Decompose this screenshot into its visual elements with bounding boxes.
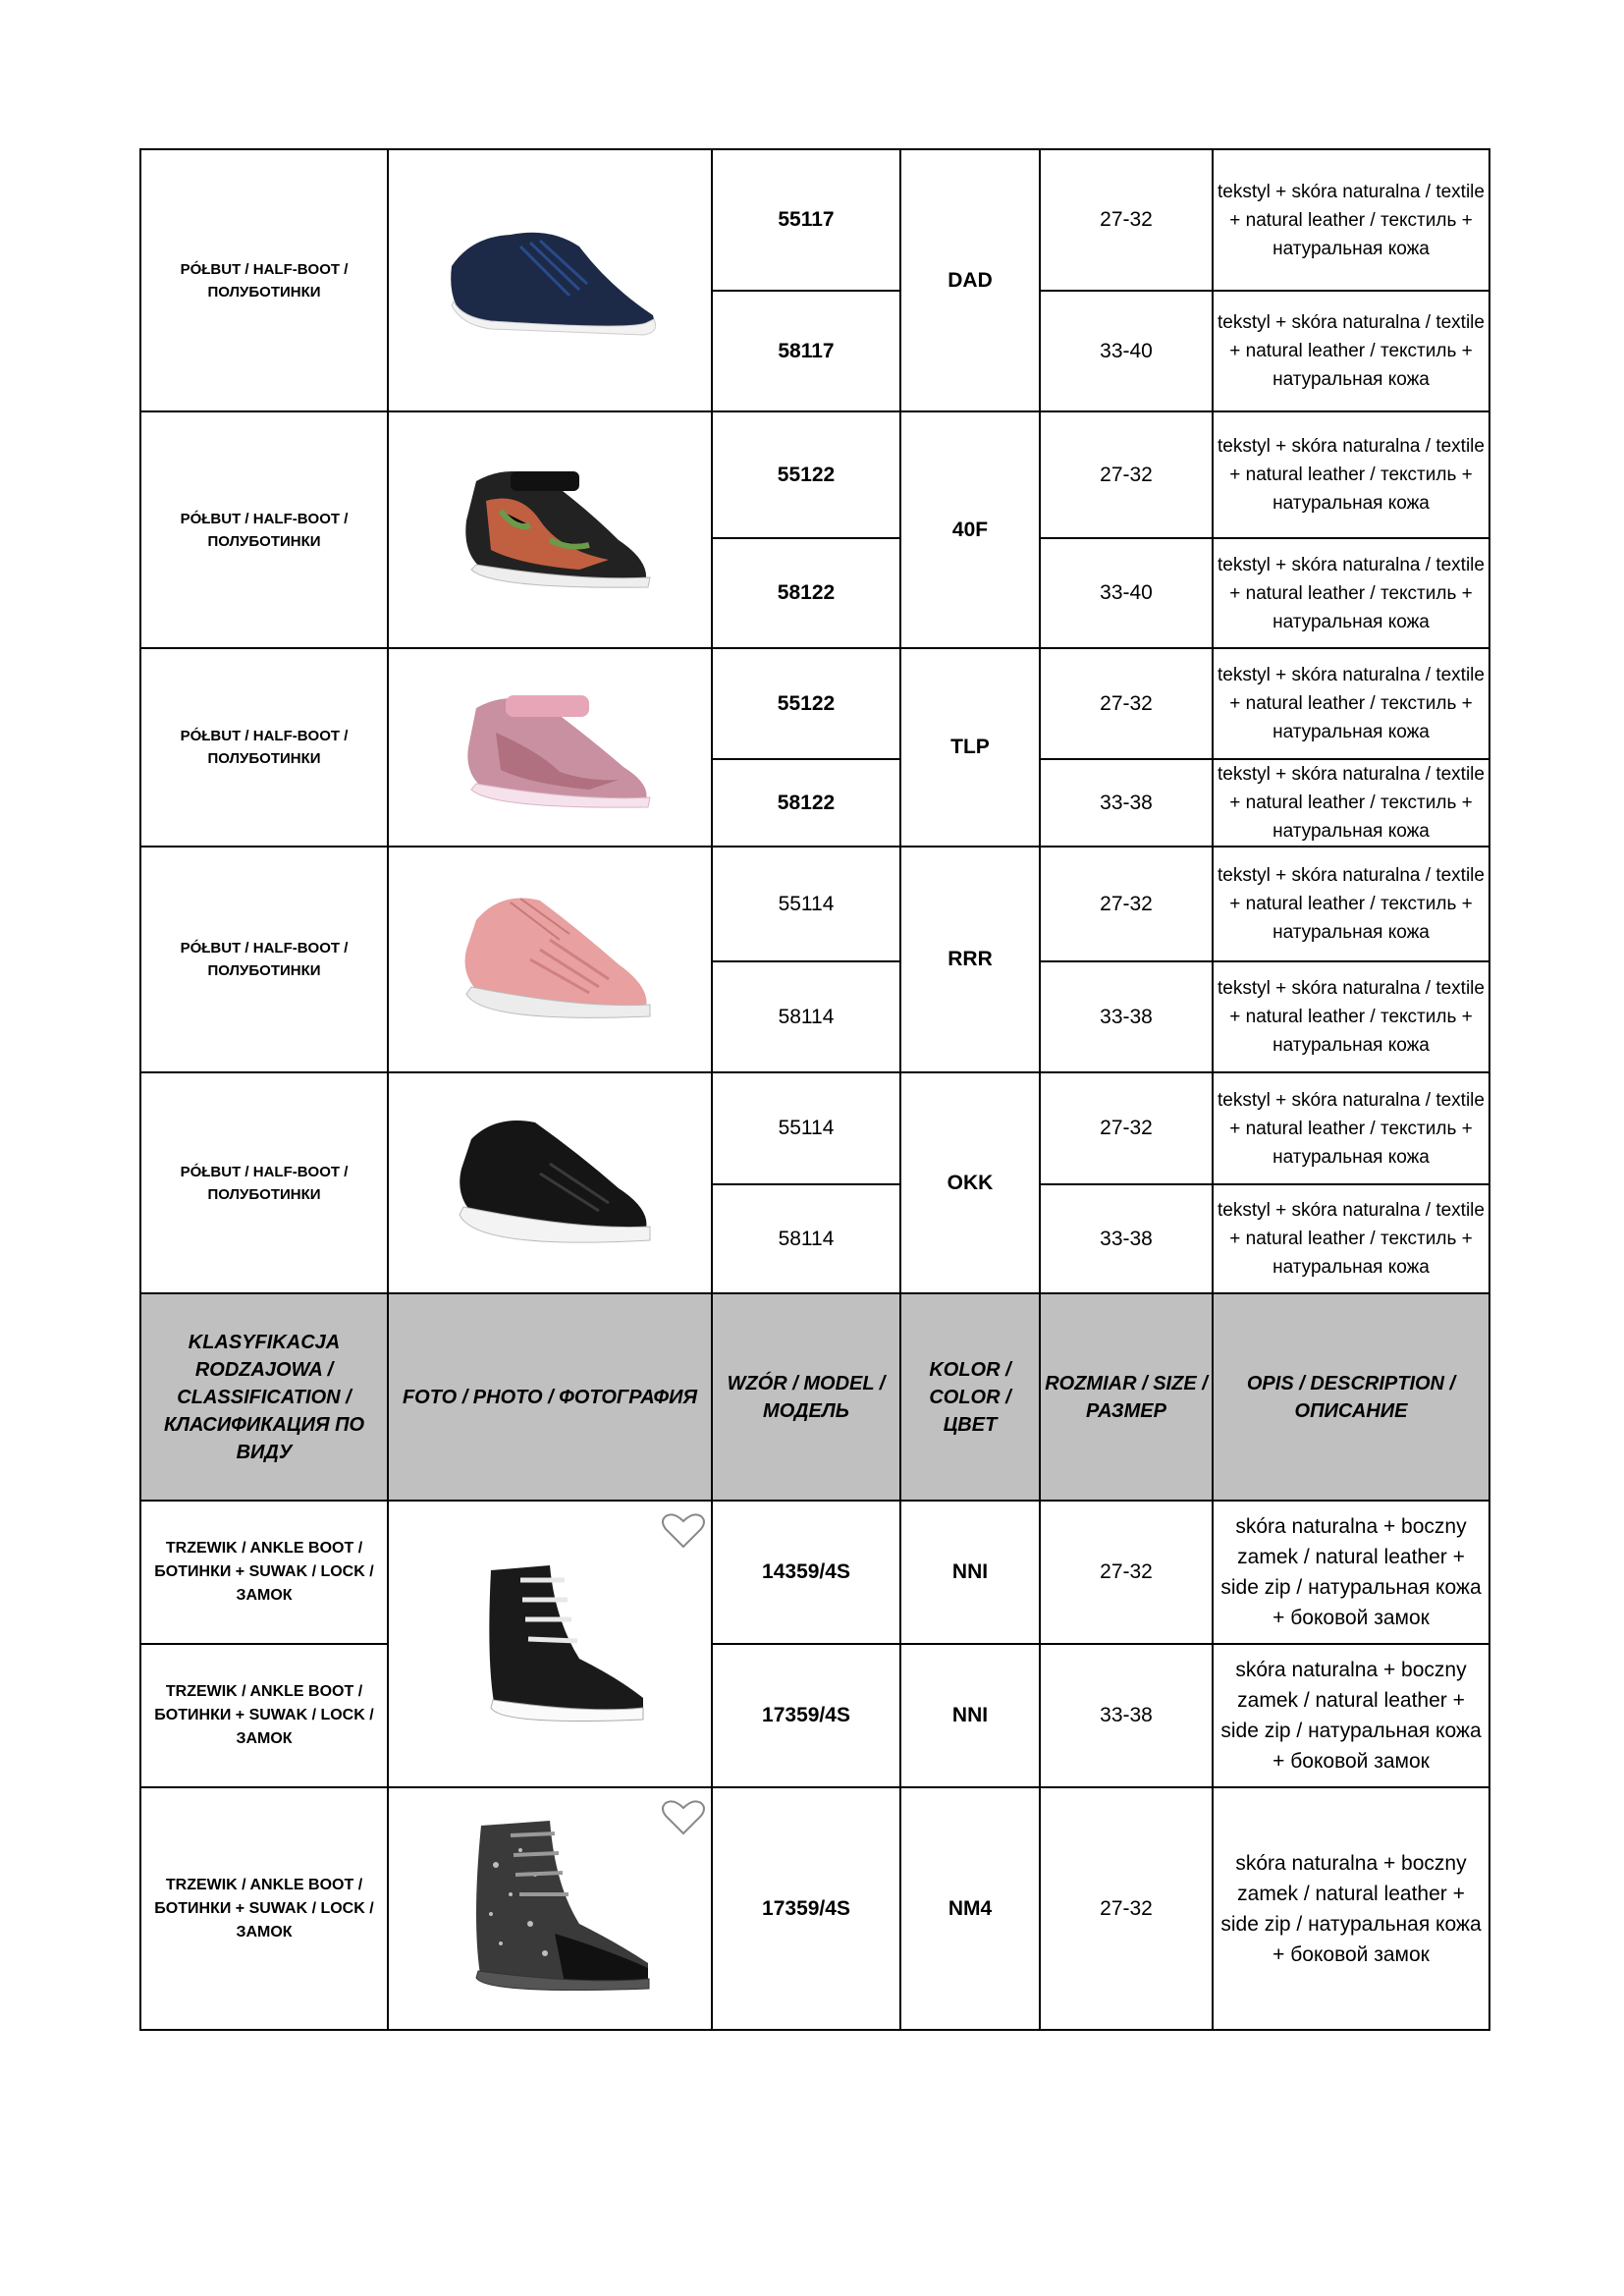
size-cell: 27-32 [1040, 648, 1213, 759]
size-cell: 33-40 [1040, 291, 1213, 411]
size-cell: 33-38 [1040, 961, 1213, 1072]
table-row [140, 1644, 1489, 1787]
glitter-ankle-boot-photo [388, 1787, 712, 2030]
model-cell: 55122 [712, 648, 900, 759]
model-cell: 55122 [712, 411, 900, 538]
header-classification: KLASYFIKACJA RODZAJOWA / CLASSIFICATION / КЛАСИФИКАЦИЯ ПО ВИДУ [140, 1293, 388, 1501]
header-size: ROZMIAR / SIZE / РАЗМЕР [1040, 1293, 1213, 1501]
table-row [140, 411, 1489, 538]
classification-cell: TRZEWIK / ANKLE BOOT / БОТИНКИ + SUWAK / LOCK / ЗАМОК [140, 1787, 388, 2030]
description-cell: skóra naturalna + boczny zamek / natural leather + side zip / натуральная кожа + боковой замок [1213, 1501, 1489, 1644]
model-cell: 14359/4S [712, 1501, 900, 1644]
description-cell: tekstyl + skóra naturalna / textile + natural leather / текстиль + натуральная кожа [1213, 538, 1489, 648]
table-row [140, 648, 1489, 759]
model-cell: 58122 [712, 538, 900, 648]
size-cell: 27-32 [1040, 1501, 1213, 1644]
color-cell: DAD [900, 149, 1040, 411]
table-row [140, 847, 1489, 961]
classification-cell: PÓŁBUT / HALF-BOOT / ПОЛУБОТИНКИ [140, 847, 388, 1072]
product-catalog-table [139, 148, 1490, 2031]
model-cell: 17359/4S [712, 1787, 900, 2030]
description-cell: tekstyl + skóra naturalna / textile + natural leather / текстиль + натуральная кожа [1213, 1184, 1489, 1293]
model-cell: 55117 [712, 149, 900, 291]
black-ankle-boot-photo [388, 1501, 712, 1787]
table-row [140, 149, 1489, 291]
description-cell: tekstyl + skóra naturalna / textile + natural leather / текстиль + натуральная кожа [1213, 411, 1489, 538]
color-cell: 40F [900, 411, 1040, 648]
description-cell: skóra naturalna + boczny zamek / natural leather + side zip / натуральная кожа + боковой замок [1213, 1644, 1489, 1787]
description-cell: tekstyl + skóra naturalna / textile + natural leather / текстиль + натуральная кожа [1213, 648, 1489, 759]
description-cell: tekstyl + skóra naturalna / textile + natural leather / текстиль + натуральная кожа [1213, 291, 1489, 411]
model-cell: 58114 [712, 961, 900, 1072]
floral-strap-shoe-photo [388, 411, 712, 648]
model-cell: 55114 [712, 1072, 900, 1184]
table-row [140, 1072, 1489, 1184]
navy-sneaker-photo [388, 149, 712, 411]
pink-sneaker-photo [388, 847, 712, 1072]
table-row [140, 1787, 1489, 2030]
description-cell: tekstyl + skóra naturalna / textile + natural leather / текстиль + натуральная кожа [1213, 149, 1489, 291]
color-cell: NNI [900, 1501, 1040, 1644]
model-cell: 58122 [712, 759, 900, 847]
description-cell: skóra naturalna + boczny zamek / natural leather + side zip / натуральная кожа + боковой замок [1213, 1787, 1489, 2030]
classification-cell: PÓŁBUT / HALF-BOOT / ПОЛУБОТИНКИ [140, 648, 388, 847]
color-cell: NNI [900, 1644, 1040, 1787]
color-cell: NM4 [900, 1787, 1040, 2030]
header-model: WZÓR / MODEL / МОДЕЛЬ [712, 1293, 900, 1501]
color-cell: TLP [900, 648, 1040, 847]
description-cell: tekstyl + skóra naturalna / textile + natural leather / текстиль + натуральная кожа [1213, 1072, 1489, 1184]
black-sneaker-photo [388, 1072, 712, 1293]
color-cell: RRR [900, 847, 1040, 1072]
size-cell: 33-38 [1040, 759, 1213, 847]
table-row [140, 1501, 1489, 1644]
size-cell: 33-40 [1040, 538, 1213, 648]
size-cell: 27-32 [1040, 1787, 1213, 2030]
classification-cell: PÓŁBUT / HALF-BOOT / ПОЛУБОТИНКИ [140, 1072, 388, 1293]
size-cell: 27-32 [1040, 411, 1213, 538]
classification-cell: PÓŁBUT / HALF-BOOT / ПОЛУБОТИНКИ [140, 411, 388, 648]
size-cell: 33-38 [1040, 1184, 1213, 1293]
table-header-row [140, 1293, 1489, 1501]
description-cell: tekstyl + skóra naturalna / textile + natural leather / текстиль + натуральная кожа [1213, 759, 1489, 847]
description-cell: tekstyl + skóra naturalna / textile + natural leather / текстиль + натуральная кожа [1213, 961, 1489, 1072]
classification-cell: PÓŁBUT / HALF-BOOT / ПОЛУБОТИНКИ [140, 149, 388, 411]
model-cell: 58117 [712, 291, 900, 411]
header-photo: FOTO / PHOTO / ФОТОГРАФИЯ [388, 1293, 712, 1501]
heart-icon[interactable] [660, 1798, 707, 1837]
header-color: KOLOR / COLOR / ЦВЕТ [900, 1293, 1040, 1501]
size-cell: 27-32 [1040, 1072, 1213, 1184]
classification-cell: TRZEWIK / ANKLE BOOT / БОТИНКИ + SUWAK / LOCK / ЗАМОК [140, 1644, 388, 1787]
header-description: OPIS / DESCRIPTION / ОПИСАНИЕ [1213, 1293, 1489, 1501]
color-cell: OKK [900, 1072, 1040, 1293]
size-cell: 33-38 [1040, 1644, 1213, 1787]
description-cell: tekstyl + skóra naturalna / textile + natural leather / текстиль + натуральная кожа [1213, 847, 1489, 961]
classification-cell: TRZEWIK / ANKLE BOOT / БОТИНКИ + SUWAK / LOCK / ЗАМОК [140, 1501, 388, 1644]
model-cell: 55114 [712, 847, 900, 961]
heart-icon[interactable] [660, 1511, 707, 1551]
pink-strap-shoe-photo [388, 648, 712, 847]
model-cell: 17359/4S [712, 1644, 900, 1787]
size-cell: 27-32 [1040, 149, 1213, 291]
size-cell: 27-32 [1040, 847, 1213, 961]
model-cell: 58114 [712, 1184, 900, 1293]
